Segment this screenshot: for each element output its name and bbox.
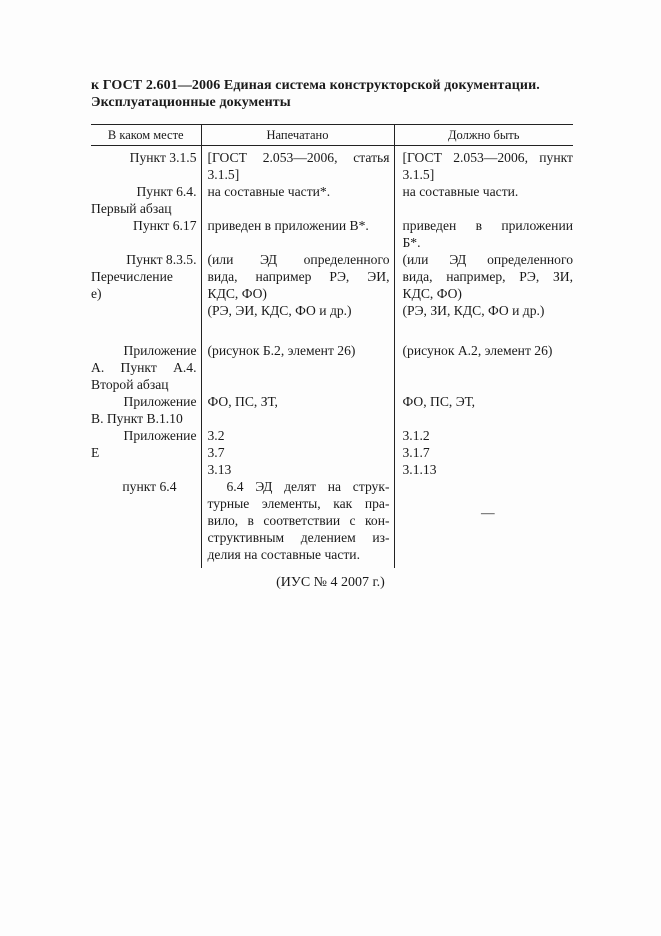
cell-line: Пункт 3.1.5: [129, 150, 197, 165]
cell-line: (рисунок Б.2, элемент 26): [207, 343, 356, 358]
cell-line: (рисунок А.2, элемент 26): [402, 343, 553, 358]
cell-line: [ГОСТ 2.053—2006, статья: [207, 150, 390, 165]
cell-line: 3.1.2: [402, 428, 430, 443]
cell-line: 3.7: [207, 445, 225, 460]
cell-where: [91, 251, 201, 342]
header-should-be: Должно быть: [394, 125, 573, 146]
cell-line: Е: [91, 445, 100, 460]
table-header-row: [91, 125, 573, 146]
cell-line: вило, в соответствии с кон-: [207, 513, 390, 528]
cell-printed: [201, 183, 394, 217]
errata-table: [91, 124, 573, 568]
cell-should-be: [394, 251, 573, 342]
cell-line: Перечисление: [91, 269, 173, 284]
document-title: [91, 77, 581, 111]
cell-line: пункт 6.4: [122, 479, 177, 494]
cell-printed: [201, 342, 394, 393]
cell-line: Первый абзац: [91, 201, 172, 216]
cell-printed: [201, 393, 394, 427]
cell-should-be: [394, 146, 573, 184]
table-row: [91, 393, 573, 427]
cell-line: Пункт 6.4.: [136, 184, 197, 199]
header-where: В каком месте: [91, 125, 201, 146]
cell-line: на составные части*.: [207, 184, 331, 199]
cell-where: [91, 183, 201, 217]
cell-should-be: [394, 217, 573, 251]
cell-line: 3.1.7: [402, 445, 430, 460]
cell-line: Второй абзац: [91, 377, 169, 392]
table-row: [91, 478, 573, 568]
cell-line: Пункт 6.17: [133, 218, 197, 233]
cell-line: делия на составные части.: [207, 547, 360, 562]
cell-line: 3.1.5]: [207, 167, 240, 182]
cell-line: 3.2: [207, 428, 225, 443]
cell-line: [ГОСТ 2.053—2006, пункт: [402, 150, 573, 165]
table-row: [91, 146, 573, 184]
cell-line: Б*.: [402, 235, 421, 250]
cell-should-be: [394, 393, 573, 427]
cell-line: В. Пункт В.1.10: [91, 411, 183, 426]
cell-where: [91, 342, 201, 393]
cell-line: 3.1.13: [402, 462, 437, 477]
cell-line: ФО, ПС, ЗТ,: [207, 394, 278, 409]
cell-line: е): [91, 286, 102, 301]
cell-where: [91, 217, 201, 251]
cell-line: ФО, ПС, ЭТ,: [402, 394, 476, 409]
title-line-2: Эксплуатационные документы: [91, 95, 291, 110]
cell-line: Приложение: [123, 343, 197, 358]
table-row: [91, 217, 573, 251]
header-printed: Напечатано: [201, 125, 394, 146]
cell-line: приведен в приложении В*.: [207, 218, 369, 233]
table-row: [91, 342, 573, 393]
footer-note: (ИУС № 4 2007 г.): [276, 575, 385, 590]
cell-line: на составные части.: [402, 184, 519, 199]
cell-printed: [201, 478, 394, 568]
table-row: [91, 427, 573, 478]
cell-line: (или ЭД определенного: [402, 252, 573, 267]
cell-line: КДС, ФО): [402, 286, 462, 301]
cell-where: [91, 478, 201, 568]
cell-printed: [201, 217, 394, 251]
cell-where: [91, 146, 201, 184]
table-row: [91, 251, 573, 342]
cell-printed: [201, 146, 394, 184]
cell-should-be: [394, 427, 573, 478]
cell-should-be: [394, 183, 573, 217]
cell-line: (РЭ, ЗИ, КДС, ФО и др.): [402, 303, 545, 318]
cell-printed: [201, 251, 394, 342]
cell-line: Приложение: [123, 394, 197, 409]
cell-line: Приложение: [123, 428, 197, 443]
cell-line: А. Пункт А.4.: [91, 360, 197, 375]
cell-line: КДС, ФО): [207, 286, 267, 301]
cell-line: 3.13: [207, 462, 232, 477]
cell-line: (или ЭД определенного: [207, 252, 390, 267]
cell-line: приведен в приложении: [402, 218, 573, 233]
cell-where: [91, 427, 201, 478]
cell-printed: [201, 427, 394, 478]
title-line-1: к ГОСТ 2.601—2006 Единая система конструкторской документации.: [91, 78, 540, 93]
cell-line: вида, например РЭ, ЭИ,: [207, 269, 390, 284]
cell-where: [91, 393, 201, 427]
cell-should-be: [394, 478, 573, 568]
cell-line: —: [480, 505, 495, 520]
cell-line: 3.1.5]: [402, 167, 435, 182]
table-row: [91, 183, 573, 217]
cell-should-be: [394, 342, 573, 393]
cell-line: турные элементы, как пра-: [207, 496, 390, 511]
cell-line: (РЭ, ЭИ, КДС, ФО и др.): [207, 303, 352, 318]
cell-line: вида, например, РЭ, ЗИ,: [402, 269, 573, 284]
cell-line: структивным делением из-: [207, 530, 390, 545]
cell-line: 6.4 ЭД делят на струк-: [226, 479, 390, 494]
cell-line: Пункт 8.3.5.: [126, 252, 197, 267]
